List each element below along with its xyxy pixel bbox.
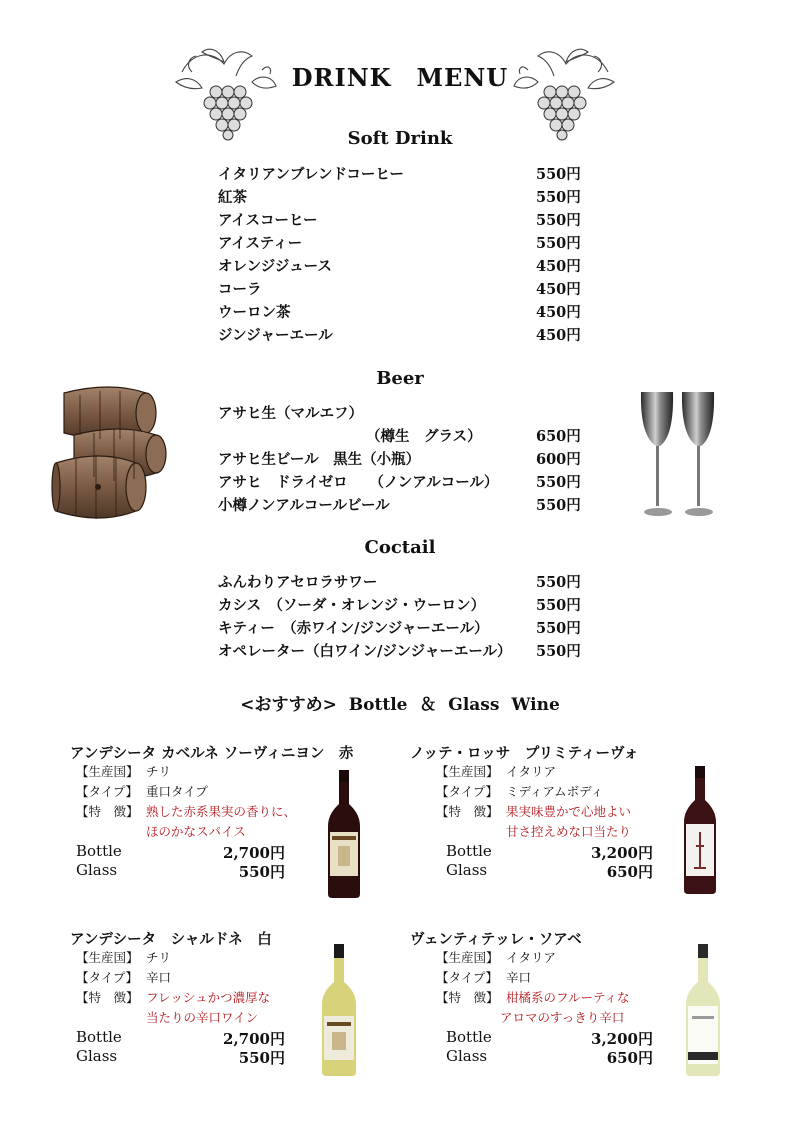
wine-name: ノッテ・ロッサ プリミティーヴォ: [410, 745, 639, 762]
item-price: 450円: [536, 281, 581, 298]
item-price: 550円: [536, 189, 581, 206]
wine-glasses-image: [638, 388, 722, 524]
list-item: [218, 302, 588, 324]
item-name: 紅茶: [218, 189, 247, 206]
cocktail-heading: Coctail: [364, 537, 436, 558]
type-label: 【タイプ】: [76, 970, 139, 985]
list-item: [218, 233, 588, 255]
wine-name: アンデシータ シャルドネ 白: [70, 931, 272, 948]
country-value: イタリア: [506, 950, 557, 965]
type-value: 辛口: [506, 970, 532, 985]
item-name: オレンジジュース: [218, 258, 332, 275]
country-label: 【生産国】: [76, 764, 139, 779]
bottle-label: Bottle: [76, 842, 122, 860]
glass-label: Glass: [76, 861, 118, 879]
country-value: チリ: [146, 950, 172, 965]
item-name: ふんわりアセロラサワー: [218, 574, 378, 591]
list-item: [218, 164, 588, 186]
item-price: 550円: [536, 497, 581, 514]
feature-line-1: 熟した赤系果実の香りに、: [146, 804, 297, 819]
bottle-price: 3,200円: [591, 844, 653, 862]
list-item: [218, 449, 588, 471]
type-label: 【タイプ】: [436, 784, 499, 799]
item-price: 550円: [536, 643, 581, 660]
feature-label: 【特 徴】: [436, 990, 499, 1005]
white-wine-bottle-image: [684, 944, 722, 1076]
list-item: [218, 472, 588, 494]
item-name: アサヒ ドライゼロ （ノンアルコール）: [218, 474, 499, 491]
barrels-image: [50, 383, 168, 523]
list-item: [218, 641, 588, 663]
item-price: 550円: [536, 620, 581, 637]
list-item: [218, 256, 588, 278]
item-name: コーラ: [218, 281, 262, 298]
item-name: ウーロン茶: [218, 304, 291, 321]
feature-label: 【特 徴】: [76, 990, 139, 1005]
wine-card-chardonnay: [70, 928, 430, 1098]
bottle-label: Bottle: [446, 842, 492, 860]
item-name: アイスティー: [218, 235, 303, 252]
type-value: 辛口: [146, 970, 172, 985]
item-price: 550円: [536, 574, 581, 591]
item-price: 550円: [536, 597, 581, 614]
item-price: 650円: [536, 428, 581, 445]
beer-heading: Beer: [376, 368, 424, 389]
recommend-heading: <おすすめ> Bottle ＆ Glass Wine: [240, 695, 560, 715]
item-name: イタリアンブレンドコーヒー: [218, 166, 404, 183]
item-price: 450円: [536, 304, 581, 321]
feature-line-2: 甘さ控えめな口当たり: [506, 824, 632, 839]
bottle-price: 2,700円: [223, 844, 285, 862]
item-name: カシス （ソーダ・オレンジ・ウーロン）: [218, 597, 486, 614]
type-value: 重口タイプ: [146, 784, 208, 799]
glass-price: 550円: [238, 863, 285, 881]
feature-label: 【特 徴】: [436, 804, 499, 819]
glass-label: Glass: [446, 861, 488, 879]
glass-price: 550円: [238, 1049, 285, 1067]
country-label: 【生産国】: [436, 764, 499, 779]
feature-line-1: 柑橘系のフルーティな: [506, 990, 630, 1005]
bottle-label: Bottle: [446, 1028, 492, 1046]
list-item: [218, 495, 588, 517]
glass-price: 650円: [606, 863, 653, 881]
type-value: ミディアムボディ: [506, 784, 604, 799]
item-name: アサヒ生ビール 黒生（小瓶）: [218, 451, 421, 468]
white-wine-bottle-image: [320, 944, 358, 1076]
bottle-price: 3,200円: [591, 1030, 653, 1048]
item-price: 550円: [536, 166, 581, 183]
feature-line-2: アロマのすっきり辛口: [500, 1010, 625, 1025]
country-label: 【生産国】: [76, 950, 139, 965]
item-name: ジンジャーエール: [218, 327, 333, 344]
bottle-label: Bottle: [76, 1028, 122, 1046]
bottle-price: 2,700円: [223, 1030, 285, 1048]
item-price: 450円: [536, 327, 581, 344]
country-value: チリ: [146, 764, 172, 779]
item-price: 450円: [536, 258, 581, 275]
item-name: （樽生 グラス）: [366, 428, 482, 445]
item-price: 550円: [536, 212, 581, 229]
red-wine-bottle-image: [682, 766, 718, 894]
country-label: 【生産国】: [436, 950, 499, 965]
list-item: [218, 210, 588, 232]
type-label: 【タイプ】: [436, 970, 499, 985]
type-label: 【タイプ】: [76, 784, 139, 799]
list-item: [218, 572, 588, 594]
wine-name: アンデシータ カベルネ ソーヴィニヨン 赤: [70, 745, 354, 762]
glass-label: Glass: [446, 1047, 488, 1065]
list-item: [218, 187, 588, 209]
item-name: 小樽ノンアルコールビール: [218, 497, 390, 514]
wine-name: ヴェンティテッレ・ソアベ: [410, 931, 582, 948]
feature-line-1: 果実味豊かで心地よい: [506, 804, 632, 819]
red-wine-bottle-image: [326, 770, 362, 898]
list-item: [218, 595, 588, 617]
wine-card-red-cabernet: [70, 742, 430, 912]
feature-label: 【特 徴】: [76, 804, 139, 819]
item-name: アイスコーヒー: [218, 212, 318, 229]
list-item: [218, 403, 588, 425]
glass-price: 650円: [606, 1049, 653, 1067]
item-name: オペレーター（白ワイン/ジンジャーエール）: [218, 643, 512, 660]
list-item: [218, 279, 588, 301]
feature-line-1: フレッシュかつ濃厚な: [146, 990, 271, 1005]
glass-label: Glass: [76, 1047, 118, 1065]
list-item: [218, 325, 588, 347]
list-item: [218, 426, 588, 448]
feature-line-2: 当たりの辛口ワイン: [146, 1010, 259, 1025]
soft-drink-heading: Soft Drink: [347, 128, 453, 149]
page-title: DRINK MENU: [291, 63, 509, 92]
item-name: アサヒ生（マルエフ）: [218, 405, 363, 422]
item-name: キティー （赤ワイン/ジンジャーエール）: [218, 620, 489, 637]
item-price: 550円: [536, 235, 581, 252]
feature-line-2: ほのかなスパイス: [146, 824, 246, 839]
item-price: 600円: [536, 451, 581, 468]
item-price: 550円: [536, 474, 581, 491]
country-value: イタリア: [506, 764, 557, 779]
list-item: [218, 618, 588, 640]
